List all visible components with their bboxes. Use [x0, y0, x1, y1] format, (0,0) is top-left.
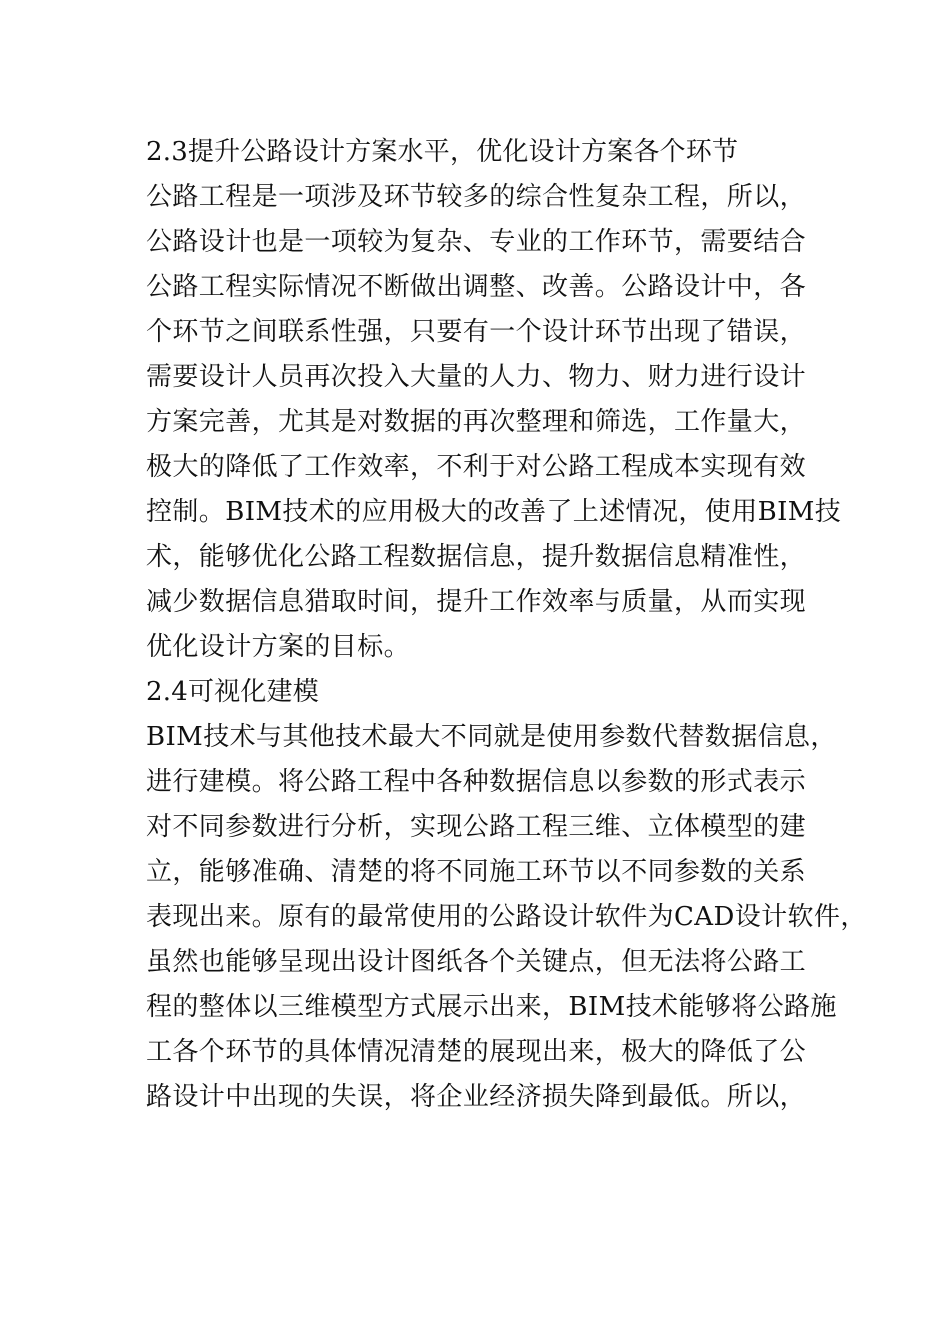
paragraph-line: 公路设计也是一项较为复杂、专业的工作环节，需要结合	[146, 227, 807, 257]
paragraph-line: 立，能够准确、清楚的将不同施工环节以不同参数的关系	[146, 857, 807, 887]
paragraph-line: 表现出来。原有的最常使用的公路设计软件为CAD设计软件，	[146, 902, 867, 932]
paragraph-line: 进行建模。将公路工程中各种数据信息以参数的形式表示	[146, 767, 807, 797]
paragraph-line: 需要设计人员再次投入大量的人力、物力、财力进行设计	[146, 362, 807, 392]
paragraph-line: BIM技术与其他技术最大不同就是使用参数代替数据信息，	[146, 722, 837, 752]
paragraph-line: 公路工程实际情况不断做出调整、改善。公路设计中，各	[146, 272, 807, 302]
paragraph-line: 个环节之间联系性强，只要有一个设计环节出现了错误，	[146, 317, 807, 347]
paragraph-line: 方案完善，尤其是对数据的再次整理和筛选，工作量大，	[146, 407, 807, 437]
paragraph-line: 对不同参数进行分析，实现公路工程三维、立体模型的建	[146, 812, 807, 842]
document-body	[146, 132, 867, 1122]
paragraph-line: 优化设计方案的目标。	[146, 632, 411, 662]
paragraph-line: 控制。BIM技术的应用极大的改善了上述情况，使用BIM技	[146, 497, 842, 527]
section-heading-2-3: 2.3提升公路设计方案水平，优化设计方案各个环节	[146, 137, 739, 167]
paragraph-line: 公路工程是一项涉及环节较多的综合性复杂工程，所以，	[146, 182, 807, 212]
paragraph-line: 极大的降低了工作效率，不利于对公路工程成本实现有效	[146, 452, 807, 482]
paragraph-line: 程的整体以三维模型方式展示出来，BIM技术能够将公路施	[146, 992, 837, 1022]
paragraph-line: 减少数据信息猎取时间，提升工作效率与质量，从而实现	[146, 587, 807, 617]
section-heading-2-4: 2.4可视化建模	[146, 677, 319, 707]
paragraph-line: 路设计中出现的失误，将企业经济损失降到最低。所以，	[146, 1082, 807, 1112]
paragraph-line: 虽然也能够呈现出设计图纸各个关键点，但无法将公路工	[146, 947, 807, 977]
paragraph-line: 术，能够优化公路工程数据信息，提升数据信息精准性，	[146, 542, 807, 572]
paragraph-line: 工各个环节的具体情况清楚的展现出来，极大的降低了公	[146, 1037, 807, 1067]
